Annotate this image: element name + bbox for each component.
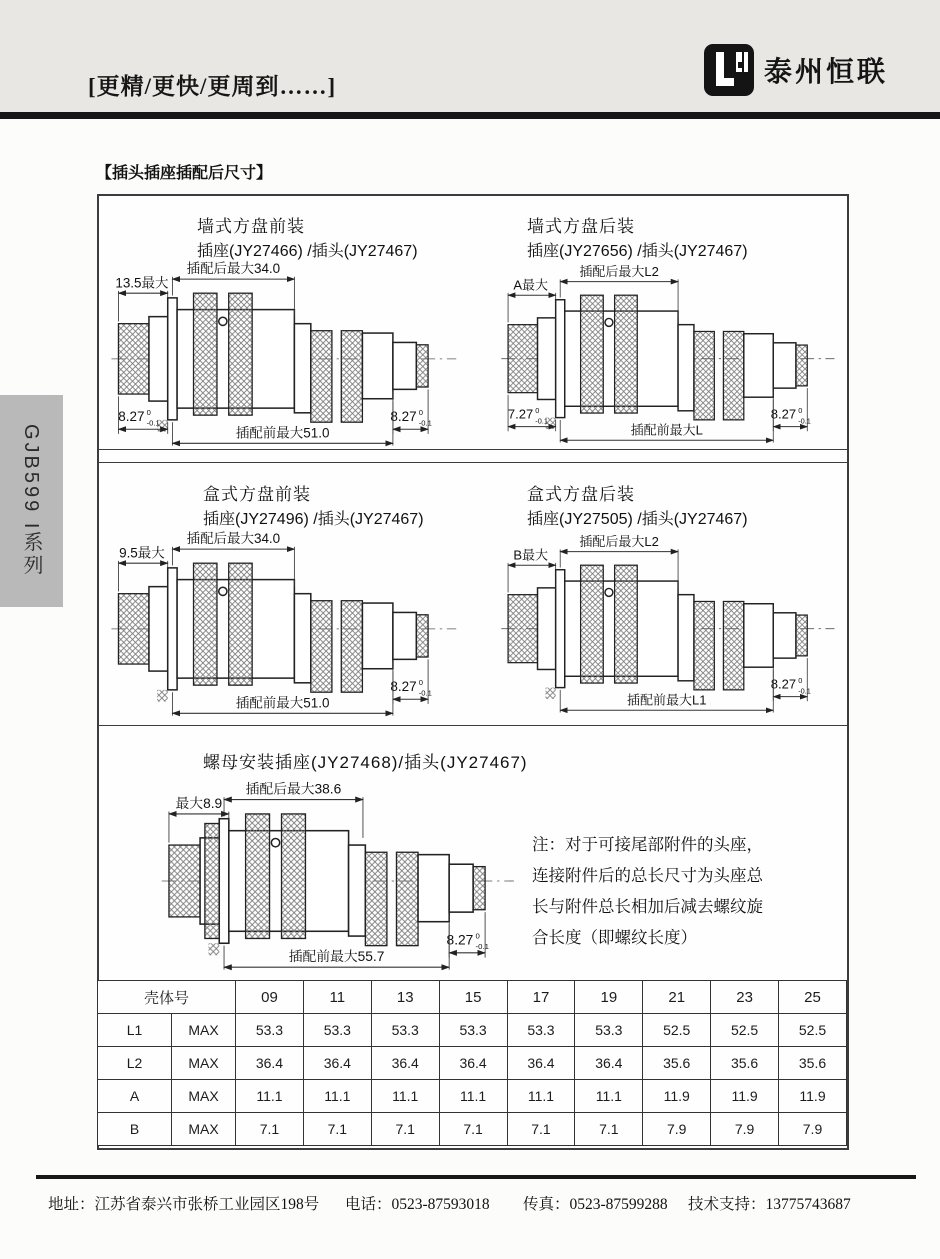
dim-bottom-right-label: 8.27	[770, 406, 797, 422]
param-value: 52.5	[779, 1014, 847, 1047]
param-value: 53.3	[371, 1014, 439, 1047]
dim-bottom-label: 插配前最大L1	[626, 692, 707, 708]
table-row	[98, 1080, 847, 1113]
max-label: MAX	[172, 1113, 236, 1146]
brand-name: 泰州恒联	[763, 56, 888, 87]
dim-top-label: 插配后最大38.6	[245, 781, 342, 797]
page-header	[0, 0, 940, 119]
tolerance-lower: -0.1	[535, 416, 548, 426]
panel-subtitle-wall-front: 插座(JY27466) /插头(JY27467)	[197, 243, 418, 260]
dim-bottom-label: 插配前最大51.0	[235, 695, 330, 711]
drawings-panel	[97, 194, 849, 1150]
tolerance-upper: 0	[418, 678, 423, 688]
param-value: 52.5	[711, 1014, 779, 1047]
connector-drawing-wall-rear	[499, 258, 839, 448]
shell-size-header: 13	[371, 981, 439, 1014]
param-value: 7.9	[711, 1113, 779, 1146]
shell-size-header: 15	[439, 981, 507, 1014]
shell-size-header: 21	[643, 981, 711, 1014]
panel-subtitle-box-rear: 插座(JY27505) /插头(JY27467)	[527, 511, 748, 528]
note-line: 合长度（即螺纹长度）	[532, 929, 697, 947]
param-value: 11.1	[575, 1080, 643, 1113]
param-value: 36.4	[575, 1047, 643, 1080]
param-value: 35.6	[779, 1047, 847, 1080]
tolerance-lower: -0.1	[418, 688, 432, 698]
param-value: 35.6	[711, 1047, 779, 1080]
param-value: 11.1	[303, 1080, 371, 1113]
param-value: 36.4	[371, 1047, 439, 1080]
dim-bottom-right-label: 8.27	[390, 679, 417, 695]
param-value: 7.1	[236, 1113, 304, 1146]
dim-left-label: A最大	[513, 277, 549, 293]
panel-title-wall-rear: 墙式方盘后装	[527, 217, 635, 236]
max-label: MAX	[172, 1047, 236, 1080]
param-value: 7.1	[575, 1113, 643, 1146]
param-value: 7.1	[507, 1113, 575, 1146]
dim-left-label: 13.5最大	[115, 275, 169, 291]
shell-size-header: 17	[507, 981, 575, 1014]
footer-fax: 传真：0523-87599288	[523, 1196, 668, 1213]
param-value: 7.9	[643, 1113, 711, 1146]
param-value: 36.4	[303, 1047, 371, 1080]
param-value: 36.4	[439, 1047, 507, 1080]
dim-bottom-label: 插配前最大L	[630, 422, 703, 438]
connector-drawing-jam-nut	[159, 778, 519, 972]
param-value: 53.3	[439, 1014, 507, 1047]
param-value: 53.3	[303, 1014, 371, 1047]
param-value: 11.1	[236, 1080, 304, 1113]
panel-title-jam-nut: 螺母安装插座(JY27468)/插头(JY27467)	[203, 753, 528, 772]
param-value: 11.9	[711, 1080, 779, 1113]
panel-title-wall-front: 墙式方盘前装	[197, 217, 305, 236]
series-tab	[0, 395, 63, 607]
param-value: 11.9	[643, 1080, 711, 1113]
max-label: MAX	[172, 1014, 236, 1047]
dim-top-label: 插配后最大L2	[579, 263, 659, 279]
dim-bottom-label: 插配前最大55.7	[288, 949, 385, 965]
tolerance-lower: -0.1	[418, 418, 432, 428]
param-value: 7.1	[303, 1113, 371, 1146]
footer-rule	[36, 1175, 916, 1179]
param-value: 52.5	[643, 1014, 711, 1047]
shell-size-header: 09	[236, 981, 304, 1014]
param-label: B	[98, 1113, 172, 1146]
connector-drawing-box-rear	[499, 528, 839, 718]
section-title: 【插头插座插配后尺寸】	[96, 165, 273, 182]
table-row	[98, 1113, 847, 1146]
param-value: 7.1	[371, 1113, 439, 1146]
tolerance-upper: 0	[798, 406, 803, 416]
note-line: 注：对于可接尾部附件的头座，	[532, 836, 763, 854]
param-value: 11.1	[507, 1080, 575, 1113]
dim-bottom-right-label: 8.27	[770, 676, 797, 692]
footer-support: 技术支持：13775743687	[688, 1196, 851, 1213]
shell-size-header: 25	[779, 981, 847, 1014]
shell-size-header: 11	[303, 981, 371, 1014]
tolerance-upper: 0	[535, 406, 540, 416]
tolerance-upper: 0	[475, 931, 480, 941]
tolerance-lower: -0.1	[798, 416, 811, 426]
dim-top-label: 插配后最大34.0	[186, 261, 281, 277]
divider	[99, 725, 847, 726]
param-value: 35.6	[643, 1047, 711, 1080]
shell-size-header: 23	[711, 981, 779, 1014]
panel-subtitle-wall-rear: 插座(JY27656) /插头(JY27467)	[527, 243, 748, 260]
param-value: 11.9	[779, 1080, 847, 1113]
dim-bottom-left-label: 8.27	[118, 409, 145, 425]
footer-address: 地址：江苏省泰兴市张桥工业园区198号	[48, 1196, 320, 1213]
param-value: 53.3	[575, 1014, 643, 1047]
table-corner-header: 壳体号	[98, 981, 236, 1014]
shell-size-header: 19	[575, 981, 643, 1014]
panel-title-box-front: 盒式方盘前装	[203, 485, 311, 504]
dim-left-label: B最大	[513, 547, 549, 563]
dim-bottom-label: 插配前最大51.0	[235, 425, 330, 441]
dimension-table	[97, 980, 847, 1146]
dim-bottom-right-label: 8.27	[446, 932, 474, 948]
tolerance-lower: -0.1	[798, 686, 811, 696]
series-tab-label: GJB599 I系列	[20, 424, 42, 578]
param-value: 53.3	[236, 1014, 304, 1047]
param-value: 7.9	[779, 1113, 847, 1146]
tolerance-upper: 0	[798, 676, 803, 686]
company-logo	[704, 44, 888, 96]
table-row	[98, 1047, 847, 1080]
param-value: 7.1	[439, 1113, 507, 1146]
table-row	[98, 1014, 847, 1047]
max-label: MAX	[172, 1080, 236, 1113]
dim-bottom-right-label: 8.27	[390, 409, 417, 425]
panel-title-box-rear: 盒式方盘后装	[527, 485, 635, 504]
header-slogan: [更精/更快/更周到……]	[88, 74, 337, 99]
tolerance-lower: -0.1	[146, 418, 160, 428]
connector-drawing-box-front	[109, 528, 461, 718]
note-line: 长与附件总长相加后减去螺纹旋	[532, 898, 763, 916]
divider	[99, 462, 847, 463]
divider	[99, 449, 847, 450]
dim-left-label: 最大8.9	[175, 795, 223, 811]
note-line: 连接附件后的总长尺寸为头座总	[532, 867, 763, 885]
tolerance-upper: 0	[146, 408, 151, 418]
param-value: 11.1	[439, 1080, 507, 1113]
dim-top-label: 插配后最大34.0	[186, 531, 281, 547]
param-label: A	[98, 1080, 172, 1113]
panel-subtitle-box-front: 插座(JY27496) /插头(JY27467)	[203, 511, 424, 528]
param-value: 36.4	[507, 1047, 575, 1080]
param-value: 11.1	[371, 1080, 439, 1113]
dim-top-label: 插配后最大L2	[579, 533, 659, 549]
param-value: 53.3	[507, 1014, 575, 1047]
param-label: L2	[98, 1047, 172, 1080]
dim-bottom-left-label: 7.27	[507, 406, 534, 422]
tolerance-lower: -0.1	[475, 942, 489, 952]
tolerance-upper: 0	[418, 408, 423, 418]
note-text	[532, 830, 832, 954]
dim-left-label: 9.5最大	[119, 545, 165, 561]
lh-logo-icon	[704, 44, 754, 96]
param-label: L1	[98, 1014, 172, 1047]
footer-phone: 电话：0523-87593018	[345, 1196, 490, 1213]
connector-drawing-wall-front	[109, 258, 461, 448]
param-value: 36.4	[236, 1047, 304, 1080]
